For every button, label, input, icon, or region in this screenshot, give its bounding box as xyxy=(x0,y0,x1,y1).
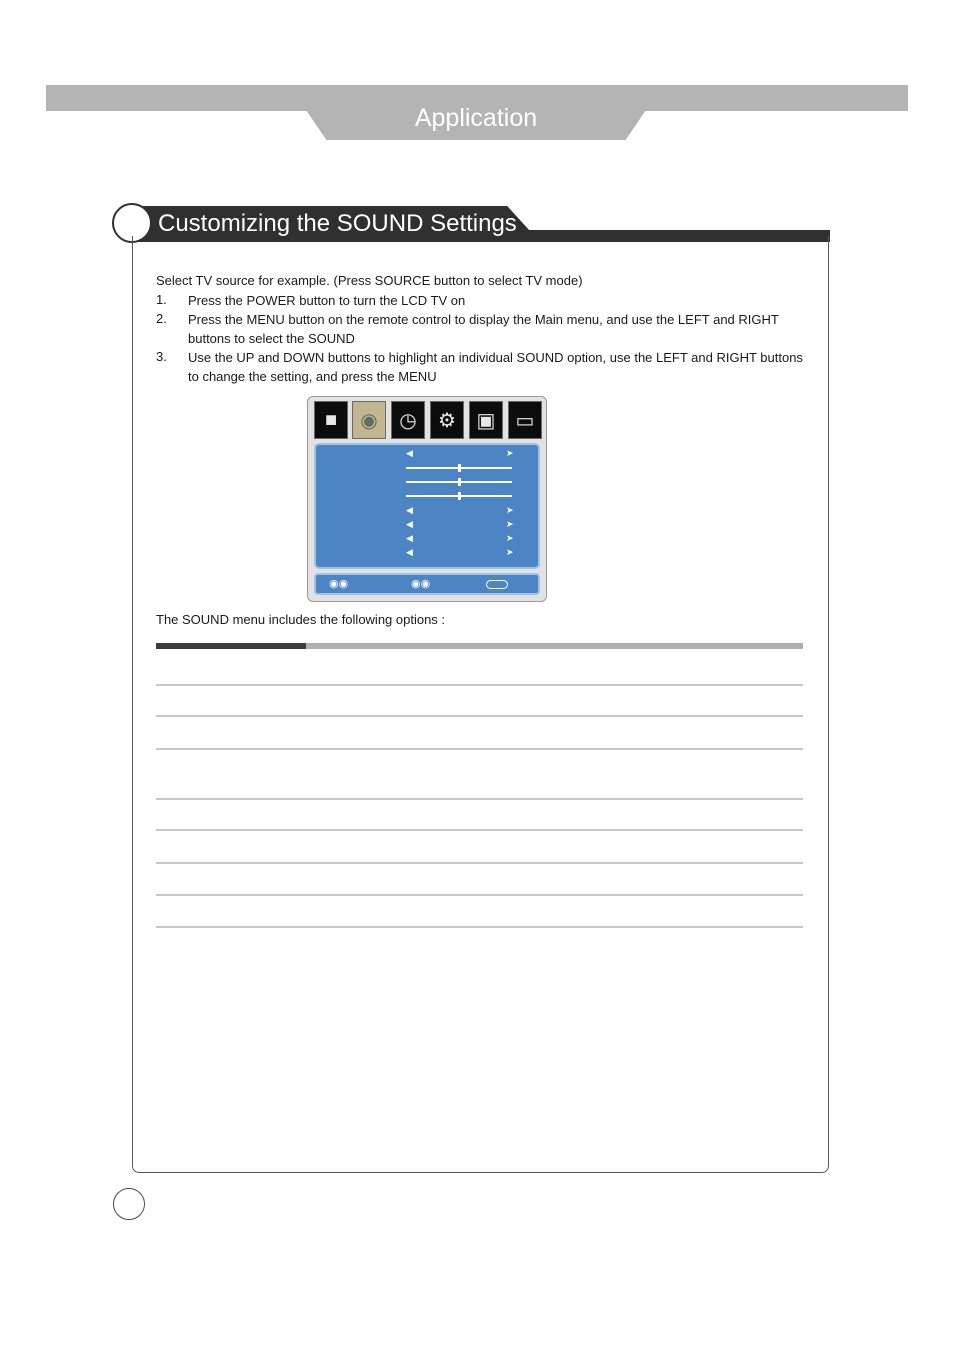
step-number: 3. xyxy=(156,349,167,364)
step-number: 1. xyxy=(156,292,167,307)
table-row-divider xyxy=(156,894,803,896)
right-arrow-icon: ➤ xyxy=(506,519,514,529)
table-row-divider xyxy=(156,862,803,864)
slider-knob[interactable] xyxy=(458,492,461,500)
right-arrow-icon: ➤ xyxy=(506,547,514,557)
setup-icon[interactable]: ⚙ xyxy=(430,401,464,439)
table-header-light xyxy=(306,643,803,649)
menu-option-row[interactable] xyxy=(316,449,538,461)
menu-slider-row[interactable] xyxy=(316,462,538,474)
page-title: Application xyxy=(414,104,538,132)
section-title: Customizing the SOUND Settings xyxy=(158,210,517,237)
step-text: Press the MENU button on the remote control to display the Main menu, and use the LEFT and RIGHT buttons to select the SOUND xyxy=(188,312,779,346)
left-arrow-icon: ◀ xyxy=(406,505,413,515)
table-row-divider xyxy=(156,715,803,717)
intro-text: Select TV source for example. (Press SOURCE button to select TV mode) xyxy=(156,273,583,288)
tv-sound-menu-screenshot xyxy=(307,396,547,602)
select-keys-icon: ◉◉ xyxy=(411,578,431,590)
table-row-divider xyxy=(156,829,803,831)
menu-key-icon xyxy=(486,580,508,589)
options-intro-text: The SOUND menu includes the following options : xyxy=(156,612,446,627)
table-row-divider xyxy=(156,926,803,928)
menu-option-row[interactable] xyxy=(316,548,538,560)
menu-slider-row[interactable] xyxy=(316,476,538,488)
step-text: Use the UP and DOWN buttons to highlight an individual SOUND option, use the LEFT and RIGHT buttons to change the setting, and press the MENU xyxy=(188,350,803,384)
right-arrow-icon: ➤ xyxy=(506,448,514,458)
left-arrow-icon: ◀ xyxy=(406,547,413,557)
menu-option-row[interactable] xyxy=(316,520,538,532)
channel-icon[interactable]: ▭ xyxy=(508,401,542,439)
slider-knob[interactable] xyxy=(458,464,461,472)
page-number-circle xyxy=(113,1188,145,1220)
sound-icon[interactable]: ◉ xyxy=(352,401,386,439)
lock-icon[interactable]: ▣ xyxy=(469,401,503,439)
move-keys-icon: ◉◉ xyxy=(329,578,349,590)
clock-icon[interactable]: ◷ xyxy=(391,401,425,439)
slider-knob[interactable] xyxy=(458,478,461,486)
left-arrow-icon: ◀ xyxy=(406,519,413,529)
menu-option-row[interactable] xyxy=(316,506,538,518)
right-arrow-icon: ➤ xyxy=(506,505,514,515)
picture-icon[interactable]: ■ xyxy=(314,401,348,439)
menu-slider-row[interactable] xyxy=(316,490,538,502)
menu-footer-bar xyxy=(314,573,540,595)
table-row-divider xyxy=(156,748,803,750)
menu-options-panel xyxy=(314,443,540,569)
right-arrow-icon: ➤ xyxy=(506,533,514,543)
table-header-dark xyxy=(156,643,306,649)
step-text: Press the POWER button to turn the LCD TV on xyxy=(188,293,466,308)
left-arrow-icon: ◀ xyxy=(406,448,413,458)
left-arrow-icon: ◀ xyxy=(406,533,413,543)
table-row-divider xyxy=(156,798,803,800)
menu-option-row[interactable] xyxy=(316,534,538,546)
table-row-divider xyxy=(156,684,803,686)
step-number: 2. xyxy=(156,311,167,326)
menu-tab-bar xyxy=(314,401,542,439)
